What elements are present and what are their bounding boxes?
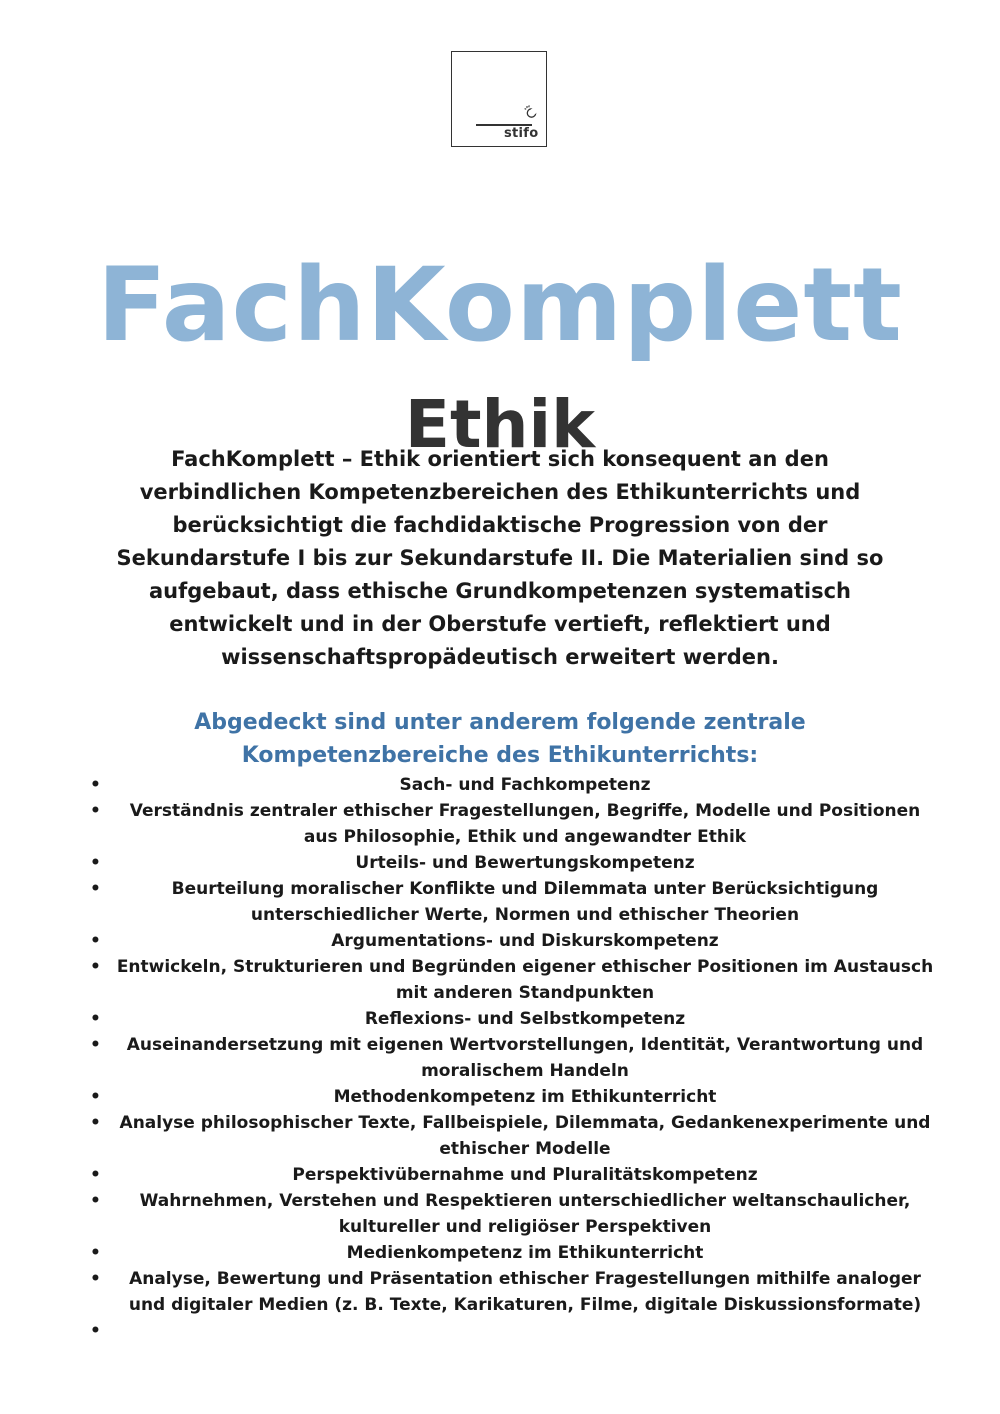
list-item: • Perspektivübernahme und Pluralitätskompetenz: [88, 1162, 938, 1188]
section-heading: Abgedeckt sind unter anderem folgende zentrale Kompetenzbereiche des Ethikunterrichts:: [194, 710, 806, 768]
list-item: • Entwickeln, Strukturieren und Begründen eigener ethischer Positionen im Austausch mit anderen Standpunkten: [88, 954, 938, 1006]
list-item: • Sach- und Fachkompetenz: [88, 772, 938, 798]
logo-text: stifo: [504, 126, 539, 141]
sun-moon-icon: [524, 105, 538, 119]
page-subtitle: Ethik: [404, 385, 596, 463]
list-item: • Wahrnehmen, Verstehen und Respektieren unterschiedlicher weltanschaulicher, kultureller und religiöser Perspektiven: [88, 1188, 938, 1240]
list-item: • Methodenkompetenz im Ethikunterricht: [88, 1084, 938, 1110]
list-item: • Auseinandersetzung mit eigenen Wertvorstellungen, Identität, Verantwortung und moralischem Handeln: [88, 1032, 938, 1084]
list-item: • Beurteilung moralischer Konflikte und Dilemmata unter Berücksichtigung unterschiedlicher Werte, Normen und ethischer Theorien: [88, 876, 938, 928]
intro-paragraph: FachKomplett – Ethik orientiert sich konsequent an den verbindlichen Kompetenzbereichen des Ethikunterrichts und berücksichtigt die fachdidaktische Progression von der Sekundarstufe I bis zur Sekundarstufe II. Die Materialien sind so aufgebaut, dass ethische Grundkompetenzen systematisch entwickelt und in der Oberstufe vertieft, reflektiert und wissenschaftspropädeutisch erweitert werden.: [116, 447, 884, 669]
list-item: • Verständnis zentraler ethischer Fragestellungen, Begriffe, Modelle und Positionen aus Philosophie, Ethik und angewandter Ethik: [88, 798, 938, 850]
page-title: FachKomplett: [97, 246, 903, 366]
list-item: • Argumentations- und Diskurskompetenz: [88, 928, 938, 954]
list-item: • Analyse philosophischer Texte, Fallbeispiele, Dilemmata, Gedankenexperimente und ethischer Modelle: [88, 1110, 938, 1162]
list-item: • Medienkompetenz im Ethikunterricht: [88, 1240, 938, 1266]
competency-list: [88, 772, 938, 1344]
list-item: [88, 1318, 938, 1344]
list-item: • Urteils- und Bewertungskompetenz: [88, 850, 938, 876]
list-item: • Reflexions- und Selbstkompetenz: [88, 1006, 938, 1032]
list-item: • Analyse, Bewertung und Präsentation ethischer Fragestellungen mithilfe analoger und digitaler Medien (z. B. Texte, Karikaturen, Filme, digitale Diskussionsformate): [88, 1266, 938, 1318]
stifo-logo: [451, 51, 547, 147]
